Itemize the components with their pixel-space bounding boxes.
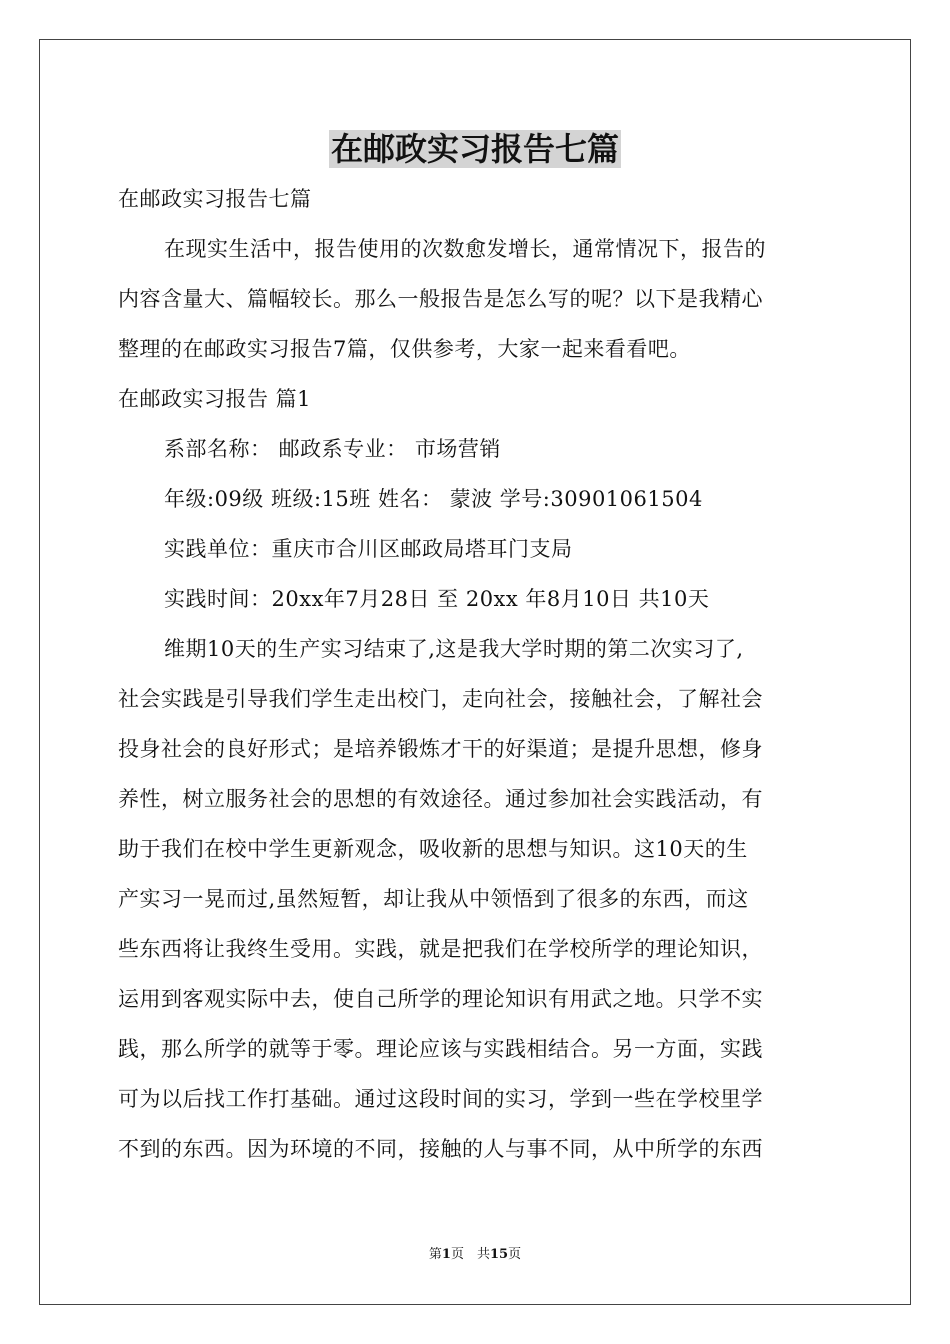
info-line-unit: 实践单位：重庆市合川区邮政局塔耳门支局 xyxy=(164,537,573,561)
paragraph-line: 整理的在邮政实习报告7篇，仅供参考，大家一起来看看吧。 xyxy=(118,337,691,361)
page-current: 1 xyxy=(441,1247,451,1262)
document-title: 在邮政实习报告七篇 xyxy=(330,130,619,168)
paragraph-line: 可为以后找工作打基础。通过这段时间的实习，学到一些在学校里学 xyxy=(118,1087,763,1111)
page-total: 15 xyxy=(489,1247,509,1262)
paragraph-line: 在现实生活中，报告使用的次数愈发增长，通常情况下，报告的 xyxy=(164,237,766,261)
paragraph-line: 养性，树立服务社会的思想的有效途径。通过参加社会实践活动，有 xyxy=(118,787,763,811)
paragraph-line: 社会实践是引导我们学生走出校门，走向社会，接触社会，了解社会 xyxy=(118,687,763,711)
page-suffix: 页 xyxy=(508,1247,522,1262)
paragraph-line: 产实习一晃而过,虽然短暂，却让我从中领悟到了很多的东西，而这 xyxy=(118,887,749,911)
paragraph-line: 些东西将让我终生受用。实践，就是把我们在学校所学的理论知识， xyxy=(118,937,763,961)
page-footer xyxy=(0,1246,950,1264)
paragraph-line: 不到的东西。因为环境的不同，接触的人与事不同，从中所学的东西 xyxy=(118,1137,763,1161)
page-prefix: 第 xyxy=(428,1247,442,1262)
info-line-department: 系部名称： 邮政系专业： 市场营销 xyxy=(164,437,501,461)
paragraph-line: 投身社会的良好形式；是培养锻炼才干的好渠道；是提升思想，修身 xyxy=(118,737,763,761)
paragraph-line: 运用到客观实际中去，使自己所学的理论知识有用武之地。只学不实 xyxy=(118,987,763,1011)
page-border xyxy=(39,39,911,1305)
paragraph-line: 内容含量大、篇幅较长。那么一般报告是怎么写的呢？以下是我精心 xyxy=(118,287,763,311)
paragraph-line: 助于我们在校中学生更新观念，吸收新的思想与知识。这10天的生 xyxy=(118,837,748,861)
page-mid: 页 共 xyxy=(450,1247,490,1262)
info-line-student: 年级:09级 班级:15班 姓名： 蒙波 学号:30901061504 xyxy=(164,487,703,511)
section-heading: 在邮政实习报告 篇1 xyxy=(118,387,312,411)
subtitle-line: 在邮政实习报告七篇 xyxy=(118,187,312,211)
info-line-time: 实践时间：20xx年7月28日 至 20xx 年8月10日 共10天 xyxy=(164,587,710,611)
paragraph-line: 维期10天的生产实习结束了,这是我大学时期的第二次实习了, xyxy=(164,637,744,661)
paragraph-line: 践，那么所学的就等于零。理论应该与实践相结合。另一方面，实践 xyxy=(118,1037,763,1061)
